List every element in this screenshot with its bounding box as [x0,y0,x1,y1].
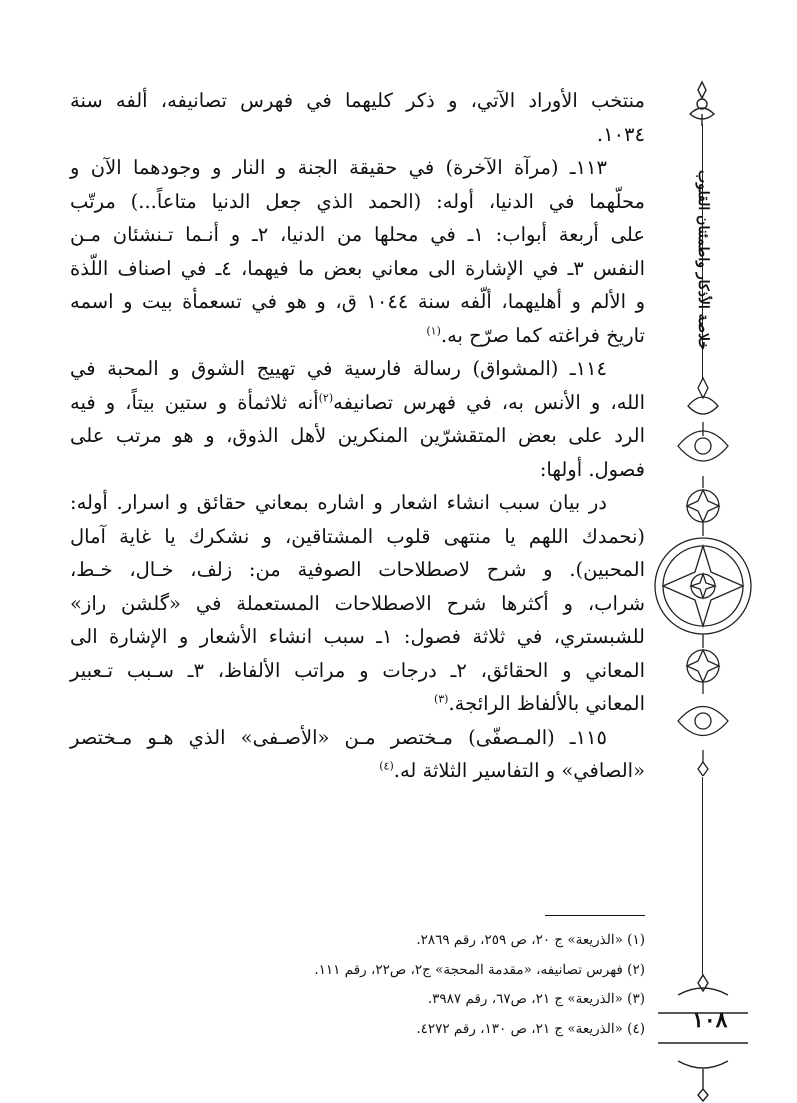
text-line: المعاني و الحقائق، ٢ـ درجات و مراتب الألفاظ، ٣ـ سـبب تـعبير [70,658,645,682]
text-line: شراب، و أكثرها شرح الاصطلاحات المستعملة في «گلشن راز» [70,591,645,615]
entry-115-heading-line: ١١٥ـ (المـصفّى) مـختصر مـن «الأصـفى» الذي هـو مـختصر [70,725,607,749]
text-line: المحبين). و شرح لاصطلاحات الصوفية من: زلف، خـال، خـط، [70,558,645,581]
medallion-ornament [648,376,758,776]
text-line: و الألم و أهليهما، ألّفه سنة ١٠٤٤ ق، و هو في تسعمأة بيت و اسمه [70,290,645,313]
footnote-separator [545,915,645,916]
text-fragment: تاريخ فراغته كما صرّح به. [440,323,645,347]
running-title [668,130,738,390]
text-line: محلّهما في الدنيا، أوله: (الحمد الذي جعل الدنيا متاعاً...) مرتّب [70,189,645,213]
quote-line: در بيان سبب انشاء اشعار و اشاره بمعاني حقائق و اسرار. أوله: [70,491,607,514]
text-fragment: الله، و الأنس به، في فهرس تصانيفه [333,390,645,414]
text-line: فصول. أولها: [539,457,645,481]
footnote-marker-1: (١) [426,324,441,337]
text-line: الرد على بعض المتقشرّين المنكرين لأهل الذوق، و هو مرتب على [70,424,645,447]
text-line [70,386,645,420]
footnote-1: (١) «الذريعة» ج ٢٠، ص ٢٥٩، رقم ٢٨٦٩. [416,932,645,948]
text-fragment: «الصافي» و التفاسير الثلاثة له. [393,759,645,782]
text-fragment: أنه ثلاثمأة و ستين بيتاً، و فيه [70,390,319,414]
footnote-marker-3: (٣) [433,692,449,706]
text-line: منتخب الأوراد الآتي، و ذكر كليهما في فهرس تصانيفه، ألفه سنة [70,89,645,112]
text-line: على أربعة أبواب: ١ـ في محلها من الدنيا، ٢ـ و أنـما تـنشئان مـن [70,223,645,246]
text-line [70,319,645,353]
top-finial-ornament [682,80,722,126]
bottom-finial-ornament [648,973,758,1103]
footnote-4: (٤) «الذريعة» ج ٢١، ص ١٣٠، رقم ٤٢٧٢. [416,1020,645,1037]
text-line [70,687,645,721]
entry-113-heading-line: ١١٣ـ (مرآة الآخرة) في حقيقة الجنة و النار و وجودهما الآن و [70,156,607,179]
footnote-2: (٢) فهرس تصانيفه، «مقدمة المحجة» ج٢، ص٢٢، رقم ١١١. [314,961,645,978]
text-line: النفس ٣ـ في الإشارة الى معاني بعض ما فيهما، ٤ـ في اصناف اللّذة [70,256,645,280]
footnote-marker-4: (٤) [379,759,394,773]
running-title-text: خلاصة الأذكار واطمئنان القلوب [695,170,711,350]
text-line [70,754,645,788]
footnote-3: (٣) «الذريعة» ج ٢١، ص٦٧، رقم ٣٩٨٧. [427,991,645,1007]
text-line: (نحمدك اللهم يا منتهى قلوب المشتاقين، و نشكرك يا غاية آمال [70,524,645,548]
entry-114-heading-line: ١١٤ـ (المشواق) رسالة فارسية في تهييج الشوق و المحبة في [70,357,607,380]
page-number: ١٠٨ [692,1007,728,1033]
side-ornament-column [648,80,797,1082]
side-rule-lower [702,777,703,977]
footnotes [140,926,645,1044]
footnote-marker-2: (٢) [318,391,334,404]
text-line: ١٠٣٤. [596,122,645,146]
text-fragment: المعاني بالألفاظ الرائجة. [448,692,645,715]
text-line: للشبستري، في ثلاثة فصول: ١ـ سبب انشاء الأشعار و الإشارة الى [70,625,645,648]
main-text-block [70,84,645,788]
